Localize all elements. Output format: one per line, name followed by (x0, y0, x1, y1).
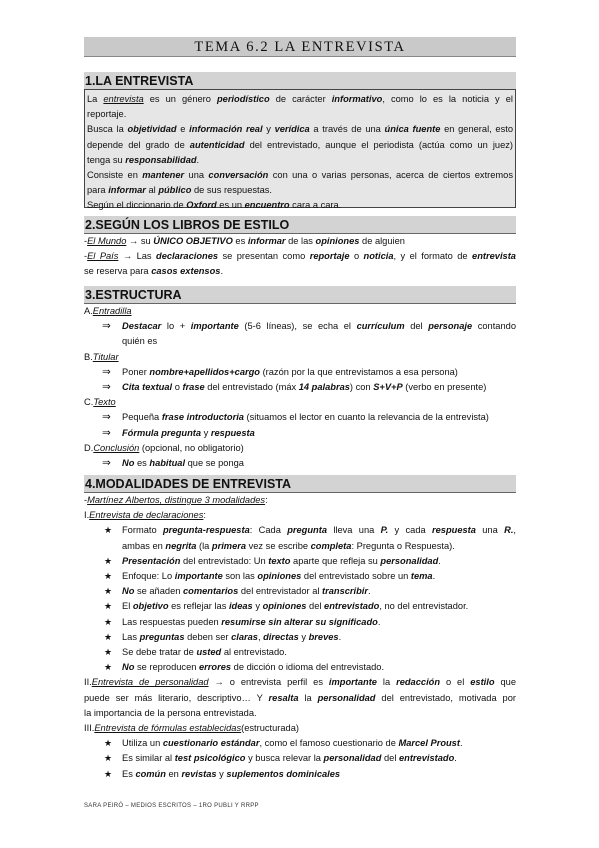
star-icon: ★ (104, 662, 113, 673)
star-icon: ★ (104, 571, 113, 582)
list-item: ★ Es común en revistas y suplementos dominicales (84, 767, 516, 782)
modality-3: III.Entrevista de fórmulas establecidas(estructurada) (84, 723, 299, 734)
star-icon: ★ (104, 525, 113, 536)
list-item: ⇒ No es habitual que se ponga (84, 456, 516, 471)
list-item: ★ El objetivo es reflejar las ideas y opiniones del entrevistado, no del entrevistador. (84, 599, 516, 614)
text-line: -El Mundo → su ÚNICO OBJETIVO es informar de las opiniones de alguien (84, 236, 405, 246)
text-line: para informar al público de sus respuestas. (87, 185, 273, 196)
text-line: se reserva para casos extensos. (84, 266, 224, 277)
text-line: quién es (122, 336, 158, 347)
structure-item-b: B.Titular (84, 351, 119, 362)
section-4-body (84, 493, 516, 782)
star-icon: ★ (104, 586, 113, 597)
list-item: ★ Las preguntas deben ser claras, directas y breves. (84, 630, 516, 645)
list-item: ★ No se añaden comentarios del entrevistador al transcribir. (84, 584, 516, 599)
star-icon: ★ (104, 631, 113, 642)
modality-1: I.Entrevista de declaraciones: (84, 510, 206, 521)
star-icon: ★ (104, 647, 113, 658)
list-item: ⇒ Fórmula pregunta y respuesta (84, 426, 516, 441)
star-icon: ★ (104, 768, 113, 779)
text-line: Busca la objetividad e información real y verídica a través de una única fuente en general, esto (87, 124, 513, 135)
modality-2: II.Entrevista de personalidad → o entrevista perfil es importante la redacción o el estilo que (84, 677, 516, 688)
list-item: ★ Utiliza un cuestionario estándar, como el famoso cuestionario de Marcel Proust. (84, 736, 516, 751)
structure-item-a: A.Entradilla (84, 306, 132, 316)
list-item: ★ No se reproducen errores de dicción o idioma del entrevistado. (84, 660, 516, 675)
text-line: puede ser más literario, descriptivo… Y resalta la personalidad del entrevistado, motivada por (84, 692, 516, 703)
text-line: la importancia de la persona entrevistada. (84, 707, 257, 718)
text-line: tenga su responsabilidad. (87, 154, 200, 165)
list-item: ⇒ Destacar lo + importante (5-6 líneas), se echa el currículum del personaje contando (84, 319, 516, 334)
star-icon: ★ (104, 601, 113, 612)
list-item: ★ Se debe tratar de usted al entrevistado. (84, 645, 516, 660)
list-item: ⇒ Cita textual o frase del entrevistado (máx 14 palabras) con S+V+P (verbo en presente) (84, 380, 516, 395)
structure-item-c: C.Texto (84, 397, 116, 408)
arrow-icon: ⇒ (102, 381, 111, 394)
section-heading-1: 1.LA ENTREVISTA (84, 72, 516, 90)
text-line: Consiste en mantener una conversación con una o varias personas, acerca de ciertos extremos (87, 170, 513, 181)
page-title: TEMA 6.2 LA ENTREVISTA (84, 37, 516, 57)
text-line: -El País → Las declaraciones se presentan como reportaje o noticia, y el formato de entrevista (84, 251, 516, 262)
page-footer: SARA PEIRÓ – MEDIOS ESCRITOS – 1RO PUBLI Y RRPP (84, 803, 259, 809)
arrow-icon: ⇒ (102, 457, 111, 470)
list-item: ★ Las respuestas pueden resumirse sin alterar su significado. (84, 615, 516, 630)
list-item: ⇒ Pequeña frase introductoria (situamos el lector en cuanto la relevancia de la entrevista) (84, 410, 516, 425)
section-heading-4: 4.MODALIDADES DE ENTREVISTA (84, 475, 516, 493)
list-item: ★ Formato pregunta-respuesta: Cada pregunta lleva una P. y cada respuesta una R., (84, 523, 516, 538)
arrow-icon: ⇒ (102, 426, 111, 439)
star-icon: ★ (104, 555, 113, 566)
text-line: -Martínez Albertos, distingue 3 modalidades: (84, 495, 268, 505)
definition-box (84, 89, 516, 211)
list-item: ★ Es similar al test psicológico y busca relevar la personalidad del entrevistado. (84, 751, 516, 766)
text-line: depende del grado de autenticidad del entrevistado, aunque el periodista (actúa como un juez) (87, 139, 513, 150)
text-line: ambas en negrita (la primera vez se escribe completa: Pregunta o Respuesta). (122, 540, 455, 551)
section-heading-3: 3.ESTRUCTURA (84, 286, 516, 304)
list-item: ★ Enfoque: Lo importante son las opiniones del entrevistado sobre un tema. (84, 569, 516, 584)
section-heading-2: 2.SEGÚN LOS LIBROS DE ESTILO (84, 216, 516, 234)
text-line: reportaje. (87, 109, 127, 120)
list-item: ★ Presentación del entrevistado: Un texto aparte que refleja su personalidad. (84, 554, 516, 569)
text-line: Según el diccionario de Oxford es un encuentro cara a cara. (87, 200, 342, 211)
arrow-icon: ⇒ (102, 365, 111, 378)
list-item: ⇒ Poner nombre+apellidos+cargo (razón por la que entrevistamos a esa persona) (84, 365, 516, 380)
arrow-icon: ⇒ (102, 411, 111, 424)
arrow-icon: ⇒ (102, 320, 111, 333)
star-icon: ★ (104, 616, 113, 627)
star-icon: ★ (104, 738, 113, 749)
section-2-body (84, 234, 516, 280)
star-icon: ★ (104, 753, 113, 764)
text-line: La entrevista es un género periodístico de carácter informativo, como lo es la noticia y el (87, 94, 513, 104)
section-3-body (84, 304, 516, 471)
structure-item-d: D.Conclusión (opcional, no obligatorio) (84, 442, 244, 453)
